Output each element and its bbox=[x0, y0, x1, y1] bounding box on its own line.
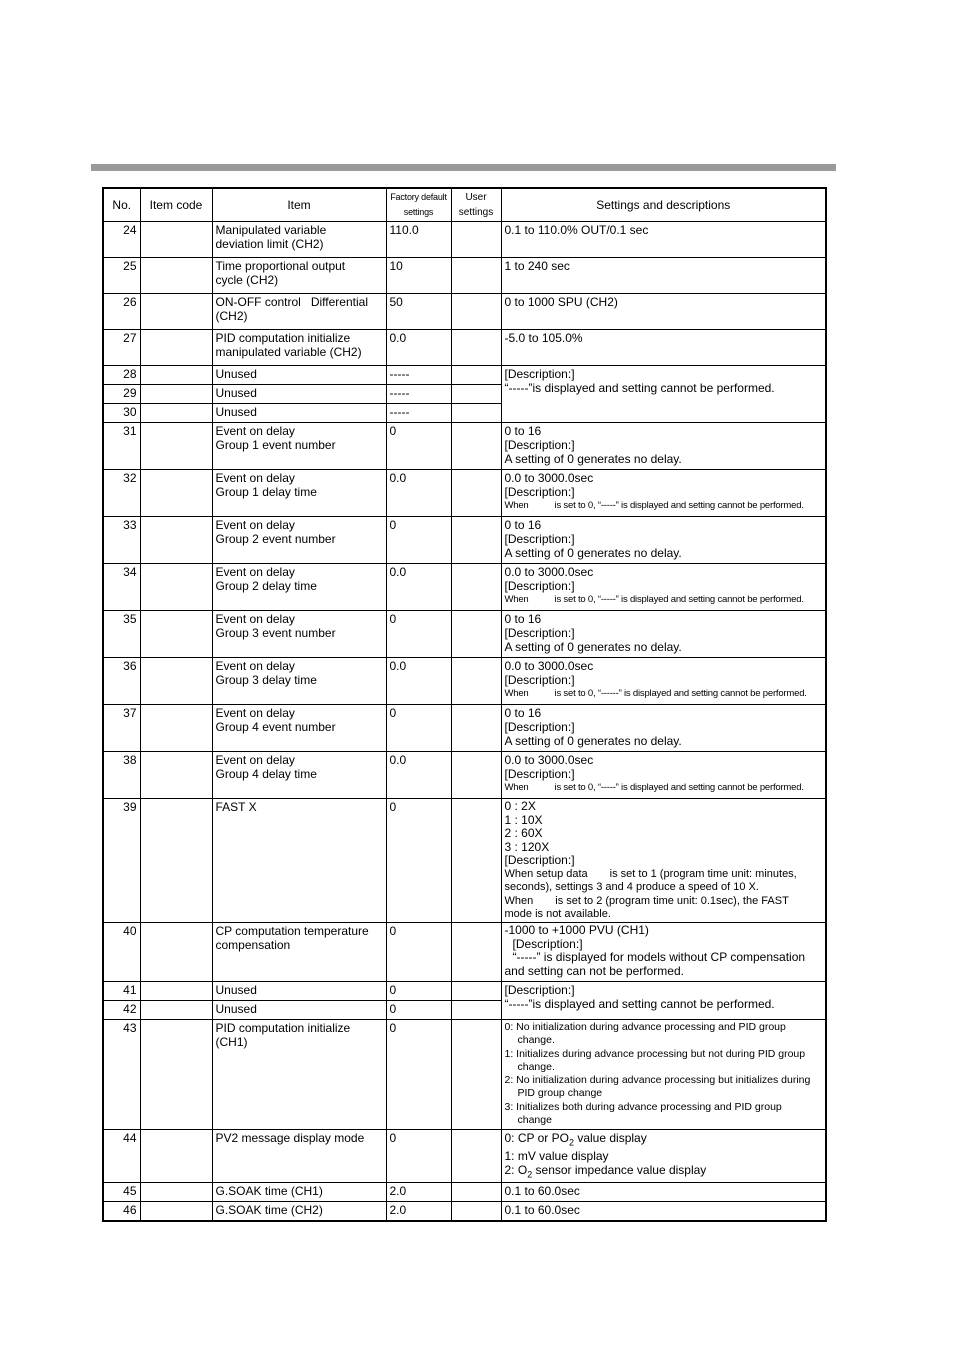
table-row bbox=[103, 705, 826, 752]
description-cell: 0 to 16 [Description:] A setting of 0 generates no delay. bbox=[501, 517, 826, 564]
factory-default-cell: 2.0 bbox=[386, 1182, 451, 1201]
user-settings-cell[interactable] bbox=[451, 517, 501, 564]
factory-default-cell: 10 bbox=[386, 258, 451, 294]
item-cell: Unused bbox=[212, 404, 386, 423]
item-cell: Event on delay Group 4 event number bbox=[212, 705, 386, 752]
user-settings-cell[interactable] bbox=[451, 705, 501, 752]
description-cell: 0.1 to 110.0% OUT/0.1 sec bbox=[501, 222, 826, 258]
user-settings-cell[interactable] bbox=[451, 1020, 501, 1130]
item-cell: Event on delay Group 2 delay time bbox=[212, 564, 386, 611]
item-cell: Event on delay Group 3 delay time bbox=[212, 658, 386, 705]
description-cell: -1000 to +1000 PVU (CH1) [Description:] “-----” is displayed for models without CP compensation and setting can not be performed. bbox=[501, 923, 826, 982]
item-cell: CP computation temperature compensation bbox=[212, 923, 386, 982]
factory-default-cell: 0 bbox=[386, 1020, 451, 1130]
row-number: 41 bbox=[103, 982, 140, 1001]
item-code-cell bbox=[140, 564, 212, 611]
table-row bbox=[103, 1020, 826, 1130]
description-cell: 0.1 to 60.0sec bbox=[501, 1201, 826, 1221]
description-cell: 0 to 1000 SPU (CH2) bbox=[501, 294, 826, 330]
table-row bbox=[103, 366, 826, 385]
factory-default-cell: 0 bbox=[386, 923, 451, 982]
row-number: 25 bbox=[103, 258, 140, 294]
item-cell: Event on delay Group 2 event number bbox=[212, 517, 386, 564]
item-code-cell bbox=[140, 611, 212, 658]
row-number: 29 bbox=[103, 385, 140, 404]
table-row bbox=[103, 470, 826, 517]
factory-default-cell: 0 bbox=[386, 1001, 451, 1020]
row-number: 30 bbox=[103, 404, 140, 423]
item-code-cell bbox=[140, 366, 212, 385]
item-cell: Manipulated variable deviation limit (CH2) bbox=[212, 222, 386, 258]
table-row bbox=[103, 294, 826, 330]
description-cell: 0 to 16 [Description:] A setting of 0 generates no delay. bbox=[501, 611, 826, 658]
item-cell: FAST X bbox=[212, 799, 386, 923]
table-row bbox=[103, 1201, 826, 1221]
item-cell: G.SOAK time (CH1) bbox=[212, 1182, 386, 1201]
table-header bbox=[103, 188, 826, 222]
row-number: 38 bbox=[103, 752, 140, 799]
factory-default-cell: ----- bbox=[386, 404, 451, 423]
factory-default-cell: 0.0 bbox=[386, 752, 451, 799]
row-number: 33 bbox=[103, 517, 140, 564]
factory-default-cell: ----- bbox=[386, 385, 451, 404]
description-cell: 0.0 to 3000.0sec [Description:] When is set to 0, “-----” is displayed and setting cannot be performed. bbox=[501, 470, 826, 517]
user-settings-cell[interactable] bbox=[451, 982, 501, 1001]
row-number: 26 bbox=[103, 294, 140, 330]
user-settings-cell[interactable] bbox=[451, 658, 501, 705]
row-number: 27 bbox=[103, 330, 140, 366]
item-code-cell bbox=[140, 982, 212, 1001]
item-cell: Event on delay Group 1 event number bbox=[212, 423, 386, 470]
item-code-cell bbox=[140, 752, 212, 799]
item-code-cell bbox=[140, 658, 212, 705]
item-cell: Event on delay Group 3 event number bbox=[212, 611, 386, 658]
row-number: 35 bbox=[103, 611, 140, 658]
col-header-no: No. bbox=[103, 188, 140, 222]
user-settings-cell[interactable] bbox=[451, 294, 501, 330]
row-number: 45 bbox=[103, 1182, 140, 1201]
user-settings-cell[interactable] bbox=[451, 752, 501, 799]
description-cell: 0.0 to 3000.0sec [Description:] When is set to 0, “-----” is displayed and setting cannot be performed. bbox=[501, 752, 826, 799]
item-code-cell bbox=[140, 517, 212, 564]
item-code-cell bbox=[140, 1130, 212, 1183]
table-row bbox=[103, 923, 826, 982]
user-settings-cell[interactable] bbox=[451, 1201, 501, 1221]
row-number: 36 bbox=[103, 658, 140, 705]
factory-default-cell: 0 bbox=[386, 1130, 451, 1183]
factory-default-cell: 50 bbox=[386, 294, 451, 330]
table-row bbox=[103, 517, 826, 564]
row-number: 42 bbox=[103, 1001, 140, 1020]
item-cell: PID computation initialize manipulated variable (CH2) bbox=[212, 330, 386, 366]
item-code-cell bbox=[140, 385, 212, 404]
table-row bbox=[103, 258, 826, 294]
user-settings-cell[interactable] bbox=[451, 423, 501, 470]
description-cell: 0.1 to 60.0sec bbox=[501, 1182, 826, 1201]
user-settings-cell[interactable] bbox=[451, 470, 501, 517]
table-row bbox=[103, 982, 826, 1001]
factory-default-cell: 0 bbox=[386, 517, 451, 564]
factory-default-cell: 0 bbox=[386, 423, 451, 470]
user-settings-cell[interactable] bbox=[451, 404, 501, 423]
table-row bbox=[103, 658, 826, 705]
item-cell: Event on delay Group 4 delay time bbox=[212, 752, 386, 799]
factory-default-cell: 110.0 bbox=[386, 222, 451, 258]
table-row bbox=[103, 752, 826, 799]
user-settings-cell[interactable] bbox=[451, 366, 501, 385]
description-cell: 0: CP or $PO_2$ value display 1: mV value display 2: $O_2$ sensor impedance value display bbox=[501, 1130, 826, 1183]
table-row bbox=[103, 1130, 826, 1183]
user-settings-cell[interactable] bbox=[451, 385, 501, 404]
row-number: 32 bbox=[103, 470, 140, 517]
item-code-cell bbox=[140, 258, 212, 294]
user-settings-cell[interactable] bbox=[451, 1001, 501, 1020]
item-code-cell bbox=[140, 799, 212, 923]
col-header-factory-default: Factory default settings bbox=[386, 188, 451, 222]
item-code-cell bbox=[140, 423, 212, 470]
item-cell: Unused bbox=[212, 1001, 386, 1020]
description-cell: -5.0 to 105.0% bbox=[501, 330, 826, 366]
item-cell: PID computation initialize (CH1) bbox=[212, 1020, 386, 1130]
col-header-item: Item bbox=[212, 188, 386, 222]
item-code-cell bbox=[140, 1182, 212, 1201]
user-settings-cell[interactable] bbox=[451, 1130, 501, 1183]
col-header-settings: Settings and descriptions bbox=[501, 188, 826, 222]
user-settings-cell[interactable] bbox=[451, 564, 501, 611]
description-cell: 0 : 2X 1 : 10X 2 : 60X 3 : 120X [Description:] When setup data is set to 1 (program time unit: minutes, seconds), settings 3 and 4 produce a speed of 10 X. When is set to 2 (program time unit: 0.1sec), the FAST mode is not available. bbox=[501, 799, 826, 923]
description-cell: 0 to 16 [Description:] A setting of 0 generates no delay. bbox=[501, 705, 826, 752]
user-settings-cell[interactable] bbox=[451, 923, 501, 982]
col-header-item-code: Item code bbox=[140, 188, 212, 222]
row-number: 24 bbox=[103, 222, 140, 258]
factory-default-cell: ----- bbox=[386, 366, 451, 385]
user-settings-cell[interactable] bbox=[451, 611, 501, 658]
item-code-cell bbox=[140, 1001, 212, 1020]
user-settings-cell[interactable] bbox=[451, 222, 501, 258]
row-number: 43 bbox=[103, 1020, 140, 1130]
factory-default-cell: 0 bbox=[386, 799, 451, 923]
settings-table bbox=[102, 187, 827, 1222]
row-number: 40 bbox=[103, 923, 140, 982]
description-cell: 0: No initialization during advance processing and PID group change. 1: Initializes during advance processing but not during PID group change. 2: No initialization during advance processing but initializes during PID group change 3: Initializes both during advance processing and PID group change bbox=[501, 1020, 826, 1130]
table-row bbox=[103, 222, 826, 258]
description-cell: 0.0 to 3000.0sec [Description:] When is set to 0, “-----” is displayed and setting cannot be performed. bbox=[501, 564, 826, 611]
description-cell: 1 to 240 sec bbox=[501, 258, 826, 294]
item-cell: Event on delay Group 1 delay time bbox=[212, 470, 386, 517]
factory-default-cell: 0.0 bbox=[386, 564, 451, 611]
item-code-cell bbox=[140, 1201, 212, 1221]
item-cell: PV2 message display mode bbox=[212, 1130, 386, 1183]
table-row bbox=[103, 1182, 826, 1201]
item-cell: Unused bbox=[212, 385, 386, 404]
item-code-cell bbox=[140, 330, 212, 366]
table-row bbox=[103, 799, 826, 923]
row-number: 37 bbox=[103, 705, 140, 752]
factory-default-cell: 0 bbox=[386, 982, 451, 1001]
user-settings-cell[interactable] bbox=[451, 258, 501, 294]
row-number: 34 bbox=[103, 564, 140, 611]
item-code-cell bbox=[140, 404, 212, 423]
item-code-cell bbox=[140, 923, 212, 982]
item-code-cell bbox=[140, 222, 212, 258]
item-code-cell bbox=[140, 470, 212, 517]
section-rule bbox=[91, 164, 836, 171]
table-row bbox=[103, 423, 826, 470]
item-cell: Unused bbox=[212, 366, 386, 385]
description-cell: 0.0 to 3000.0sec [Description:] When is set to 0, “------” is displayed and setting cannot be performed. bbox=[501, 658, 826, 705]
item-cell: G.SOAK time (CH2) bbox=[212, 1201, 386, 1221]
item-code-cell bbox=[140, 294, 212, 330]
item-code-cell bbox=[140, 705, 212, 752]
col-header-user-settings: User settings bbox=[451, 188, 501, 222]
row-number: 31 bbox=[103, 423, 140, 470]
table-row bbox=[103, 564, 826, 611]
factory-default-cell: 0.0 bbox=[386, 658, 451, 705]
row-number: 44 bbox=[103, 1130, 140, 1183]
description-cell: [Description:] “-----”is displayed and setting cannot be performed. bbox=[501, 982, 826, 1020]
factory-default-cell: 0 bbox=[386, 611, 451, 658]
table-row bbox=[103, 611, 826, 658]
user-settings-cell[interactable] bbox=[451, 1182, 501, 1201]
factory-default-cell: 2.0 bbox=[386, 1201, 451, 1221]
row-number: 28 bbox=[103, 366, 140, 385]
row-number: 39 bbox=[103, 799, 140, 923]
factory-default-cell: 0.0 bbox=[386, 330, 451, 366]
item-code-cell bbox=[140, 1020, 212, 1130]
table-row bbox=[103, 330, 826, 366]
row-number: 46 bbox=[103, 1201, 140, 1221]
item-cell: ON-OFF control Differential (CH2) bbox=[212, 294, 386, 330]
description-cell: [Description:] “-----”is displayed and setting cannot be performed. bbox=[501, 366, 826, 423]
user-settings-cell[interactable] bbox=[451, 799, 501, 923]
factory-default-cell: 0 bbox=[386, 705, 451, 752]
description-cell: 0 to 16 [Description:] A setting of 0 generates no delay. bbox=[501, 423, 826, 470]
user-settings-cell[interactable] bbox=[451, 330, 501, 366]
item-cell: Unused bbox=[212, 982, 386, 1001]
factory-default-cell: 0.0 bbox=[386, 470, 451, 517]
item-cell: Time proportional output cycle (CH2) bbox=[212, 258, 386, 294]
